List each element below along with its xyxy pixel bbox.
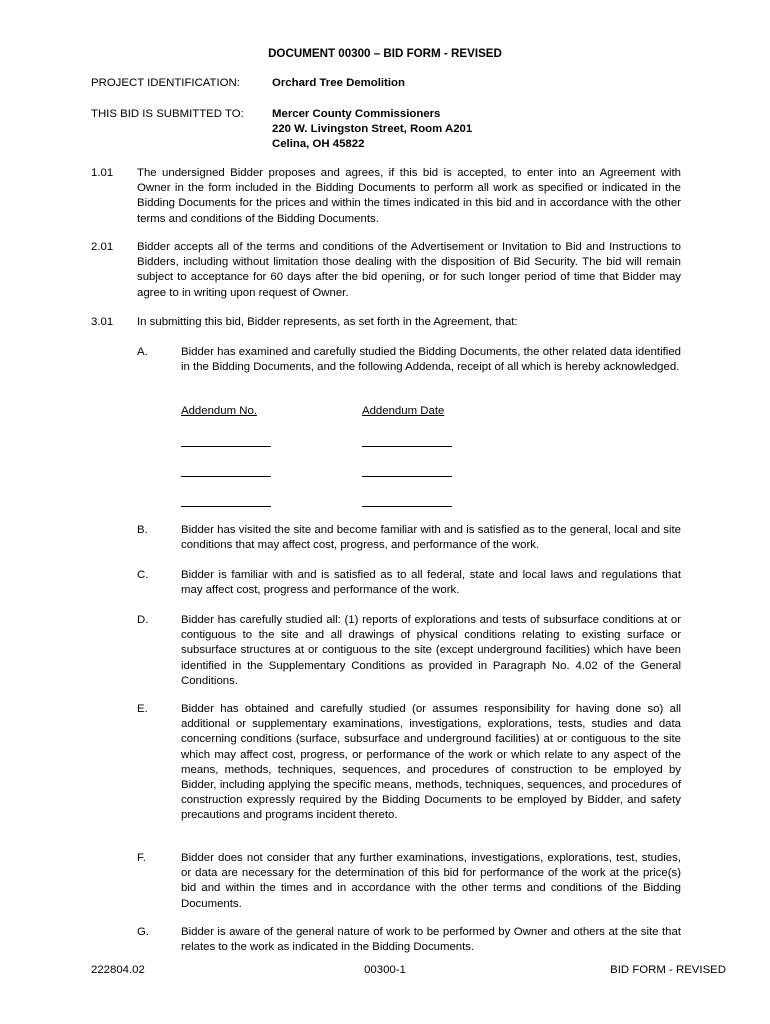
item-c bbox=[137, 568, 681, 598]
paragraph-number: 3.01 bbox=[91, 316, 114, 328]
paragraph-1-01 bbox=[91, 166, 681, 227]
addendum-date-blank[interactable] bbox=[362, 446, 452, 447]
footer-project-number: 222804.02 bbox=[91, 964, 145, 976]
footer-document-title: BID FORM - REVISED bbox=[610, 964, 726, 976]
addendum-number-header: Addendum No. bbox=[181, 405, 257, 417]
addendum-number-blank[interactable] bbox=[181, 506, 271, 507]
addendum-date-blank[interactable] bbox=[362, 476, 452, 477]
submitted-to-address bbox=[272, 107, 472, 153]
item-d bbox=[137, 613, 681, 689]
item-text: Bidder has carefully studied all: (1) reports of explorations and tests of subsurface conditions at or contiguous to the site and all drawings of physical conditions relating to existing surface or subsurface structures at or contiguous to the site (except underground facilities) which have been identified in the Supplementary Conditions as provided in Paragraph No. 4.02 of the General Conditions. bbox=[181, 614, 681, 687]
addendum-date-blank[interactable] bbox=[362, 506, 452, 507]
item-letter: F. bbox=[137, 852, 146, 864]
addendum-date-header: Addendum Date bbox=[362, 405, 445, 417]
addendum-number-blank[interactable] bbox=[181, 476, 271, 477]
paragraph-number: 2.01 bbox=[91, 241, 114, 253]
document-title: DOCUMENT 00300 – BID FORM - REVISED bbox=[268, 47, 502, 60]
item-text: Bidder has examined and carefully studied the Bidding Documents, the other related data identified in the Bidding Documents, and the following Addenda, receipt of all which is hereby acknowledged. bbox=[181, 346, 681, 374]
item-b bbox=[137, 523, 681, 553]
item-letter: C. bbox=[137, 569, 149, 581]
item-text: Bidder is aware of the general nature of work to be performed by Owner and others at the site that relates to the work as indicated in the Bidding Documents. bbox=[181, 926, 681, 954]
addendum-number-blank[interactable] bbox=[181, 446, 271, 447]
item-e bbox=[137, 702, 681, 824]
item-text: Bidder has visited the site and become familiar with and is satisfied as to the general, local and site conditions that may affect cost, progress, and performance of the work. bbox=[181, 524, 681, 552]
paragraph-2-01 bbox=[91, 240, 681, 301]
paragraph-3-01 bbox=[91, 315, 681, 330]
item-letter: E. bbox=[137, 703, 148, 715]
project-identification-label: PROJECT IDENTIFICATION: bbox=[91, 77, 240, 89]
item-letter: G. bbox=[137, 926, 150, 938]
item-f bbox=[137, 851, 681, 912]
address-line-1: Mercer County Commissioners bbox=[272, 108, 441, 120]
item-letter: A. bbox=[137, 346, 148, 358]
project-identification-value: Orchard Tree Demolition bbox=[272, 77, 405, 89]
item-text: Bidder has obtained and carefully studied (or assumes responsibility for having done so) all additional or supplementary examinations, investigations, explorations, tests, studies and data concerning conditions (surface, subsurface and underground facilities) at or contiguous to the site which may affect cost, progress, or performance of the work or which relate to any aspect of the means, methods, techniques, sequences, and procedures of construction to be employed by Bidder, including applying the specific means, methods, techniques, sequences, and procedures of construction expressly required by the Bidding Documents to be employed by Bidder, and safety precautions and programs incident thereto. bbox=[181, 703, 681, 822]
item-letter: B. bbox=[137, 524, 148, 536]
paragraph-text: The undersigned Bidder proposes and agrees, if this bid is accepted, to enter into an Agreement with Owner in the form included in the Bidding Documents to perform all work as specified or indicated in the Bidding Documents for the prices and within the times indicated in this bid and in accordance with the other terms and conditions of the Bidding Documents. bbox=[137, 167, 681, 225]
item-text: Bidder does not consider that any further examinations, investigations, explorations, test, studies, or data are necessary for the determination of this bid for performance of the work at the price(s) bid and within the times and in accordance with the other terms and conditions of the Bidding Documents. bbox=[181, 852, 681, 910]
item-letter: D. bbox=[137, 614, 149, 626]
paragraph-text: Bidder accepts all of the terms and conditions of the Advertisement or Invitation to Bid and Instructions to Bidders, including without limitation those dealing with the disposition of Bid Security. The bid will remain subject to acceptance for 60 days after the bid opening, or for such longer period of time that Bidder may agree to in writing upon request of Owner. bbox=[137, 241, 681, 299]
address-line-2: 220 W. Livingston Street, Room A201 bbox=[272, 123, 473, 136]
footer-page-number: 00300-1 bbox=[364, 964, 406, 976]
submitted-to-label: THIS BID IS SUBMITTED TO: bbox=[91, 108, 244, 120]
item-a bbox=[137, 345, 681, 375]
item-g bbox=[137, 925, 681, 955]
item-text: Bidder is familiar with and is satisfied as to all federal, state and local laws and regulations that may affect cost, progress and performance of the work. bbox=[181, 569, 681, 597]
paragraph-text: In submitting this bid, Bidder represents, as set forth in the Agreement, that: bbox=[137, 316, 518, 328]
address-line-3: Celina, OH 45822 bbox=[272, 138, 365, 151]
paragraph-number: 1.01 bbox=[91, 167, 114, 179]
